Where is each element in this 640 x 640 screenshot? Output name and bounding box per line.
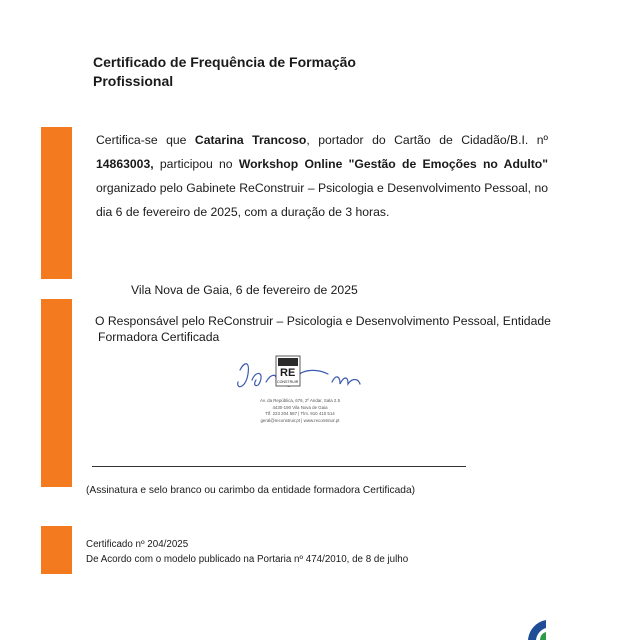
body-intro: Certifica-se que: [96, 133, 195, 147]
responsible-line2: Formadora Certificada: [98, 330, 220, 344]
stamp-address-line2: 4430-190 Vila Nova de Gaia: [272, 404, 328, 410]
body-details: organizado pelo Gabinete ReConstruir – Psicologia e Desenvolvimento Pessoal, no dia 6 de fevereiro de 2025, com a duração de 3 horas.: [96, 181, 548, 219]
signature-line: [92, 466, 466, 467]
certificate-number: Certificado nº 204/2025: [86, 539, 189, 550]
stamp-web: geral@reconstruir.pt | www.reconstruir.pt: [260, 417, 340, 423]
stamp-logo-subtext: CONSTRUIR: [277, 380, 299, 384]
certificate-title-line1: Certificado de Frequência de Formação: [93, 54, 356, 70]
certificate-title: [93, 53, 393, 91]
stamp-phone: Tlf. 223 204 587 | Tlm. 910 410 514: [265, 411, 335, 417]
participant-name: Catarina Trancoso: [194, 133, 307, 147]
participant-id-number: 14863003,: [96, 157, 154, 171]
decorative-orange-bar-middle: [41, 299, 72, 487]
body-participated: participou no: [153, 157, 239, 171]
certificate-body: [96, 128, 548, 224]
corner-logo-icon: [488, 610, 548, 640]
certificate-title-line2: Profissional: [93, 73, 174, 89]
stamp-address-line1: Av. da República, 676, 2º Andar, Sala 2.5: [259, 398, 341, 403]
responsible-entity: [95, 313, 565, 345]
place-and-date: Vila Nova de Gaia, 6 de fevereiro de 2025: [131, 283, 358, 297]
decorative-orange-bar-top: [41, 127, 72, 279]
workshop-title: Workshop Online "Gestão de Emoções no Adulto": [238, 157, 548, 171]
decorative-orange-bar-bottom: [41, 526, 72, 574]
portaria-reference: De Acordo com o modelo publicado na Portaria nº 474/2010, de 8 de julho: [86, 554, 409, 565]
signature-caption: (Assinatura e selo branco ou carimbo da entidade formadora Certificada): [86, 485, 416, 496]
responsible-line1: O Responsável pelo ReConstruir – Psicologia e Desenvolvimento Pessoal, Entidade: [95, 314, 551, 328]
stamp-address-block: [250, 398, 350, 424]
body-id-label: , portador do Cartão de Cidadão/B.I. nº: [306, 133, 549, 147]
stamp-logo-text: RE: [280, 367, 296, 379]
stamp-logo-band: [278, 358, 298, 366]
corner-logo-arc-green: [540, 632, 546, 640]
